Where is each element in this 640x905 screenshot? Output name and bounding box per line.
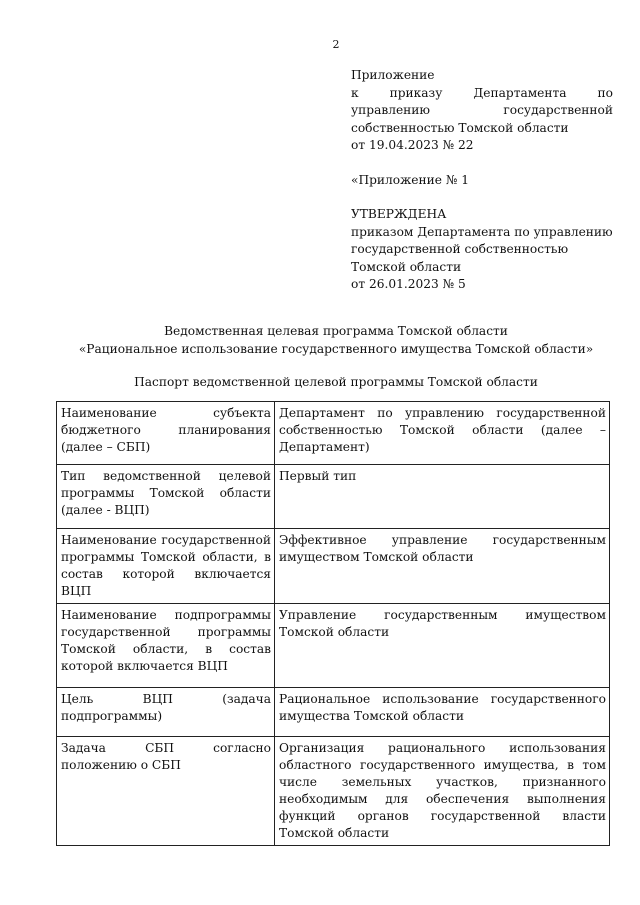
program-title-line-1: Ведомственная целевая программа Томской области	[164, 324, 508, 338]
appendix-title: Приложение	[351, 68, 435, 82]
appendix-order-reference: к приказу Департамента по управлению государственной собственностью Томской области	[351, 85, 613, 135]
table-row	[57, 688, 610, 737]
page-number: 2	[332, 38, 340, 51]
program-title-line-2: «Рациональное использование государственного имущества Томской области»	[78, 341, 594, 356]
approval-date: от 26.01.2023 № 5	[351, 277, 466, 291]
row-label: Наименование государственной программы Томской области, в состав которой включается ВЦП	[57, 529, 275, 604]
table-row	[57, 402, 610, 465]
table-row	[57, 737, 610, 846]
row-value: Эффективное управление государственным имуществом Томской области	[275, 529, 610, 604]
row-label: Наименование подпрограммы государственной программы Томской области, в состав которой включается ВЦП	[57, 604, 275, 688]
program-title	[0, 323, 640, 358]
appendix-order-date: от 19.04.2023 № 22	[351, 138, 474, 152]
appendix-number	[351, 172, 613, 190]
appendix-number-text: «Приложение № 1	[351, 173, 470, 187]
approval-block	[351, 206, 613, 294]
appendix-header	[351, 67, 613, 155]
row-value: Управление государственным имуществом Томской области	[275, 604, 610, 688]
row-label: Задача СБП согласно положению о СБП	[57, 737, 275, 846]
table-row	[57, 465, 610, 529]
row-label: Цель ВЦП (задача подпрограммы)	[57, 688, 275, 737]
row-label: Тип ведомственной целевой программы Томской области (далее - ВЦП)	[57, 465, 275, 529]
approval-title: УТВЕРЖДЕНА	[351, 207, 447, 221]
row-value: Департамент по управлению государственной собственностью Томской области (далее – Департамент)	[275, 402, 610, 465]
row-label: Наименование субъекта бюджетного планирования (далее – СБП)	[57, 402, 275, 465]
table-row	[57, 529, 610, 604]
row-value: Организация рационального использования областного государственного имущества, в том числе земельных участков, признанного необходимым для обеспечения выполнения функций органов государственной власти Томской области	[275, 737, 610, 846]
passport-title: Паспорт ведомственной целевой программы Томской области	[134, 375, 538, 389]
approval-line-1: приказом Департамента по управлению	[351, 224, 613, 239]
approval-line-3: Томской области	[351, 259, 462, 274]
passport-table	[56, 401, 610, 846]
approval-line-2: государственной собственностью	[351, 242, 569, 256]
row-value: Рациональное использование государственного имущества Томской области	[275, 688, 610, 737]
table-row	[57, 604, 610, 688]
row-value: Первый тип	[275, 465, 610, 529]
